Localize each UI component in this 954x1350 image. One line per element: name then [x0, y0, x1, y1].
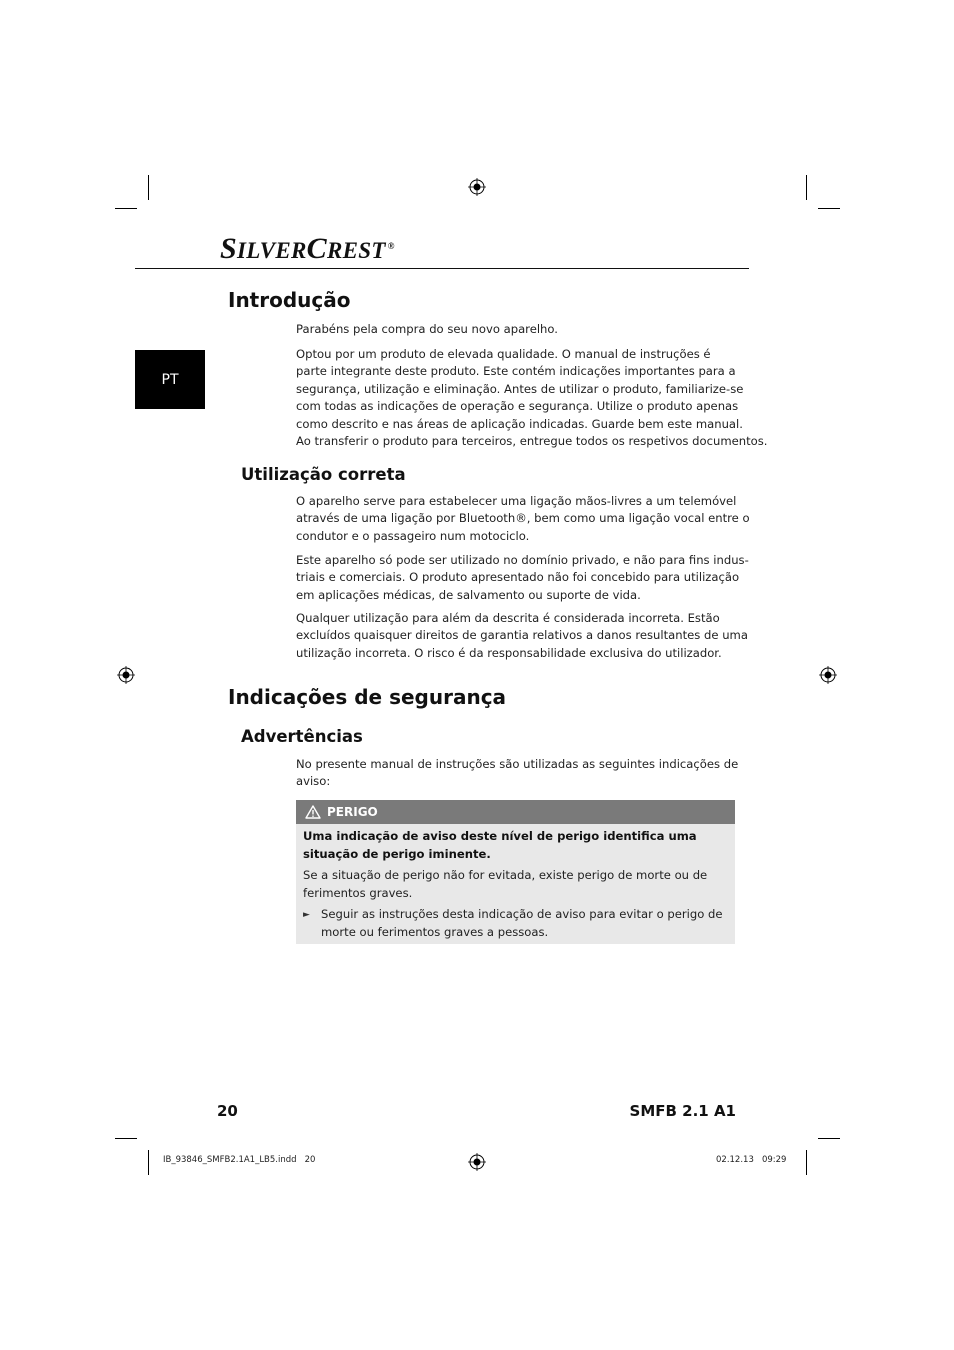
registration-mark-icon	[468, 178, 486, 196]
model-number: SMFB 2.1 A1	[629, 1102, 736, 1120]
registration-mark-icon	[117, 666, 135, 684]
crop-mark	[148, 1150, 149, 1175]
section-title-intended-use: Utilização correta	[241, 465, 406, 484]
brand-logo: SILVERCREST ®	[220, 232, 395, 265]
warning-bullet-text: Seguir as instruções desta indicação de aviso para evitar o perigo de morte ou ferimentos graves a pessoas.	[321, 907, 723, 939]
crop-mark	[818, 1138, 840, 1139]
intended-use-paragraph-3: Qualquer utilização para além da descrita é considerada incorreta. Estão excluídos quaisquer direitos de garantia relativos a danos resultantes de uma utilização incorreta. O risco é da responsabilidade exclusiva do utilizador.	[296, 611, 748, 660]
section-title-warnings: Advertências	[241, 727, 363, 746]
print-date-time: 02.12.13 09:29	[716, 1155, 787, 1165]
warning-box-header	[296, 800, 735, 824]
header-rule	[135, 268, 749, 269]
warning-bold-text: Uma indicação de aviso deste nível de perigo identifica uma situação de perigo iminente.	[303, 829, 697, 861]
intended-use-paragraph-1: O aparelho serve para estabelecer uma ligação mãos-livres a um telemóvel através de uma ligação por Bluetooth®, bem como uma ligação vocal entre o condutor e o passageiro num motociclo.	[296, 494, 750, 543]
crop-mark	[806, 1150, 807, 1175]
warning-triangle-icon	[305, 805, 321, 819]
warning-box-body	[296, 824, 735, 944]
registration-mark-icon	[819, 666, 837, 684]
registration-mark-icon	[468, 1153, 486, 1171]
crop-mark	[115, 208, 137, 209]
intro-paragraph-2: Optou por um produto de elevada qualidade. O manual de instruções é parte integrante deste produto. Este contém indicações importantes para a segurança, utilização e eliminação. Antes de utilizar o produto, familiarize-se com todas as indicações de operação e segurança. Utilize o produto apenas como descrito e nas áreas de aplicação indicadas. Guarde bem este manual. Ao transferir o produto para terceiros, entregue todos os respetivos documentos.	[296, 347, 768, 449]
crop-mark	[115, 1138, 137, 1139]
page-number: 20	[217, 1102, 238, 1120]
intro-paragraph-1: Parabéns pela compra do seu novo aparelho.	[296, 322, 558, 336]
crop-mark	[806, 175, 807, 200]
warning-label: PERIGO	[327, 805, 378, 819]
intended-use-paragraph-2: Este aparelho só pode ser utilizado no domínio privado, e não para fins indus- triais e comerciais. O produto apresentado não foi concebido para utilização em aplicações médicas, de salvamento ou suporte de vida.	[296, 553, 749, 602]
warnings-paragraph: No presente manual de instruções são utilizadas as seguintes indicações de aviso:	[296, 757, 739, 789]
section-title-introduction: Introdução	[228, 288, 351, 312]
crop-mark	[818, 208, 840, 209]
section-title-safety: Indicações de segurança	[228, 685, 507, 709]
language-tab: PT	[135, 350, 205, 409]
bullet-arrow-icon: ►	[303, 910, 310, 920]
crop-mark	[148, 175, 149, 200]
warning-text: Se a situação de perigo não for evitada, existe perigo de morte ou de ferimentos graves.	[303, 868, 708, 900]
print-file-name: IB_93846_SMFB2.1A1_LB5.indd 20	[163, 1155, 316, 1165]
